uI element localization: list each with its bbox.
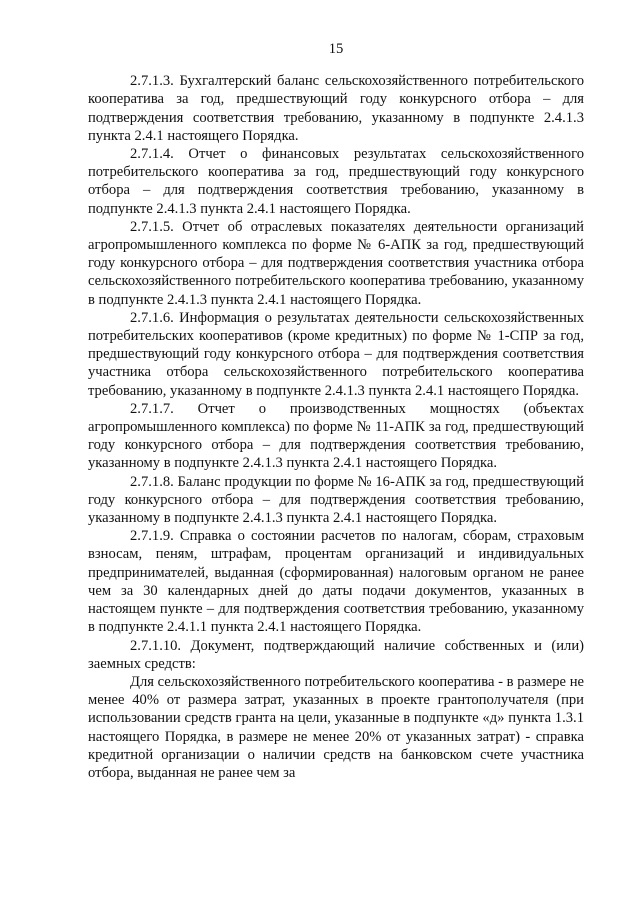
- page-number: 15: [328, 41, 344, 57]
- document-page: [88, 40, 584, 782]
- paragraph-2-7-1-4: 2.7.1.4. Отчет о финансовых результатах сельскохозяйственного потребительского кооператива за год, предшествующий году конкурсного отбора – для подтверждения соответствия требованию, указанному в подпункте 2.4.1.3 пункта 2.4.1 настоящего Порядка.: [88, 146, 584, 217]
- paragraph-2-7-1-7: 2.7.1.7. Отчет о производственных мощностях (объектах агропромышленного комплекса) по форме № 11-АПК за год, предшествующий году конкурсного отбора – для подтверждения соответствия требованию, указанному в подпункте 2.4.1.3 пункта 2.4.1 настоящего Порядка.: [88, 400, 584, 472]
- paragraph-2-7-1-9: 2.7.1.9. Справка о состоянии расчетов по налогам, сборам, страховым взносам, пеням, штрафам, процентам организаций и индивидуальных предпринимателей, выданная (сформированная) налоговым органом не ранее чем за 30 календарных дней до даты подачи документов, указанных в настоящем пункте – для подтверждения соответствия требованию, указанному в подпункте 2.4.1.1 пункта 2.4.1 настоящего Порядка.: [88, 528, 584, 636]
- paragraph-2-7-1-5: 2.7.1.5. Отчет об отраслевых показателях деятельности организаций агропромышленного комплекса по форме № 6-АПК за год, предшествующий году конкурсного отбора – для подтверждения соответствия участника отбора сельскохозяйственного потребительского кооператива требованию, указанному в подпункте 2.4.1.3 пункта 2.4.1 настоящего Порядка.: [88, 218, 584, 308]
- paragraph-cooperative-funds: Для сельскохозяйственного потребительского кооператива - в размере не менее 40% от размера затрат, указанных в проекте грантополучателя (при использовании средств гранта на цели, указанные в подпункте «д» пункта 1.3.1 настоящего Порядка, в размере не менее 20% от указанных затрат) - справка кредитной организации о наличии средств на банковском счете участника отбора, выданная не ранее чем за: [88, 673, 584, 781]
- paragraph-2-7-1-8: 2.7.1.8. Баланс продукции по форме № 16-АПК за год, предшествующий году конкурсного отбора – для подтверждения соответствия требованию, указанному в подпункте 2.4.1.3 пункта 2.4.1 настоящего Порядка.: [88, 473, 584, 527]
- paragraph-2-7-1-6: 2.7.1.6. Информация о результатах деятельности сельскохозяйственных потребительских кооперативов (кроме кредитных) по форме № 1-СПР за год, предшествующий году конкурсного отбора – для подтверждения соответствия участника отбора сельскохозяйственного потребительского кооператива требованию, указанному в подпункте 2.4.1.3 пункта 2.4.1 настоящего Порядка.: [88, 309, 584, 399]
- paragraph-2-7-1-10: 2.7.1.10. Документ, подтверждающий наличие собственных и (или) заемных средств:: [88, 637, 584, 672]
- paragraph-2-7-1-3: 2.7.1.3. Бухгалтерский баланс сельскохозяйственного потребительского кооператива за год, предшествующий году конкурсного отбора – для подтверждения соответствия требованию, указанному в подпункте 2.4.1.3 пункта 2.4.1 настоящего Порядка.: [88, 73, 584, 144]
